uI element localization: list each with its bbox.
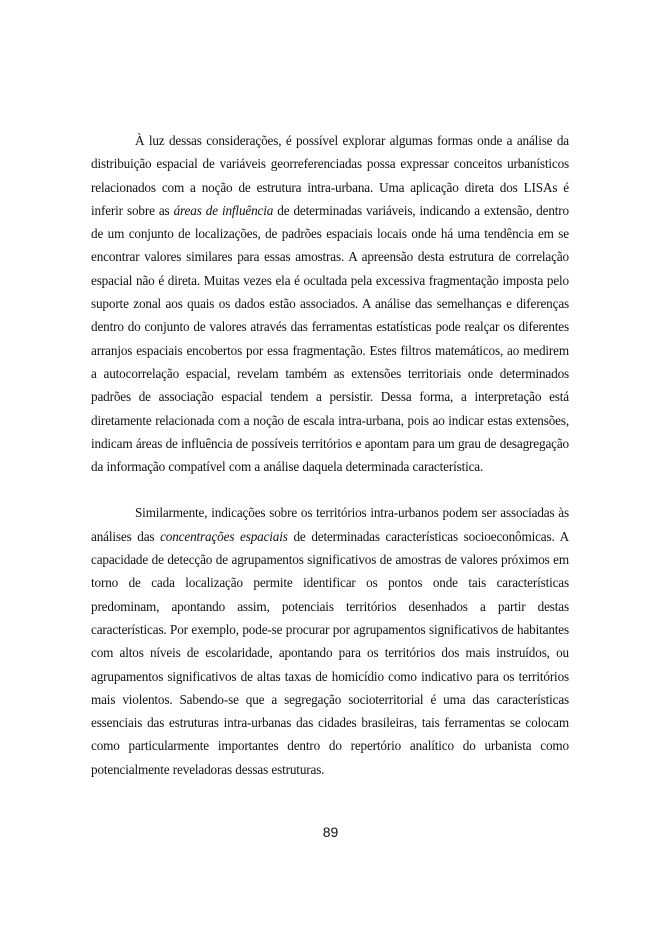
paragraph-2 — [91, 501, 569, 781]
page-number: 89 — [322, 824, 339, 840]
paragraph-2-text-after: de determinadas características socioeconômicas. A capacidade de detecção de agrupamentos significativos de amostras de valores próximos em torno de cada localização permite identificar os pontos onde tais características predominam, apontando assim, potenciais territórios desenhados a partir destas características. Por exemplo, pode-se procurar por agrupamentos significativos de habitantes com altos níveis de escolaridade, apontando para os territórios dos mais instruídos, ou agrupamentos significativos de altas taxas de homicídio como indicativo para os territórios mais violentos. Sabendo-se que a segregação socioterritorial é uma das características essenciais das estruturas intra-urbanas das cidades brasileiras, tais ferramentas se colocam como particularmente importantes dentro do repertório analítico do urbanista como potencialmente reveladoras dessas estruturas. — [91, 528, 569, 777]
paragraph-2-text-before: Similarmente, indicações sobre os territórios intra-urbanos podem ser associadas às análises das — [91, 505, 569, 544]
paragraph-1 — [91, 129, 569, 478]
body-text — [91, 129, 569, 781]
paragraph-1-emphasis: áreas de influência — [173, 202, 274, 218]
paragraph-1-text-before: À luz dessas considerações, é possível explorar algumas formas onde a análise da distribuição espacial de variáveis georreferenciadas possa expressar conceitos urbanísticos relacionados com a noção de estrutura intra-urbana. Uma aplicação direta dos LISAs é inferir sobre as — [91, 133, 569, 218]
paragraph-2-emphasis: concentrações espaciais — [160, 528, 288, 544]
paragraph-1-text-after: de determinadas variáveis, indicando a extensão, dentro de um conjunto de localizações, de padrões espaciais locais onde há uma tendência em se encontrar valores similares para essas amostras. A apreensão desta estrutura de correlação espacial não é direta. Muitas vezes ela é ocultada pela excessiva fragmentação imposta pelo suporte zonal aos quais os dados estão associados. A análise das semelhanças e diferenças dentro do conjunto de valores através das ferramentas estatísticas pode realçar os diferentes arranjos espaciais encobertos por essa fragmentação. Estes filtros matemáticos, ao medirem a autocorrelação espacial, revelam também as extensões territoriais onde determinados padrões de associação espacial tendem a persistir. Dessa forma, a interpretação está diretamente relacionada com a noção de escala intra-urbana, pois ao indicar estas extensões, indicam áreas de influência de possíveis territórios e apontam para um grau de desagregação da informação compatível com a análise daquela determinada característica. — [91, 202, 569, 475]
